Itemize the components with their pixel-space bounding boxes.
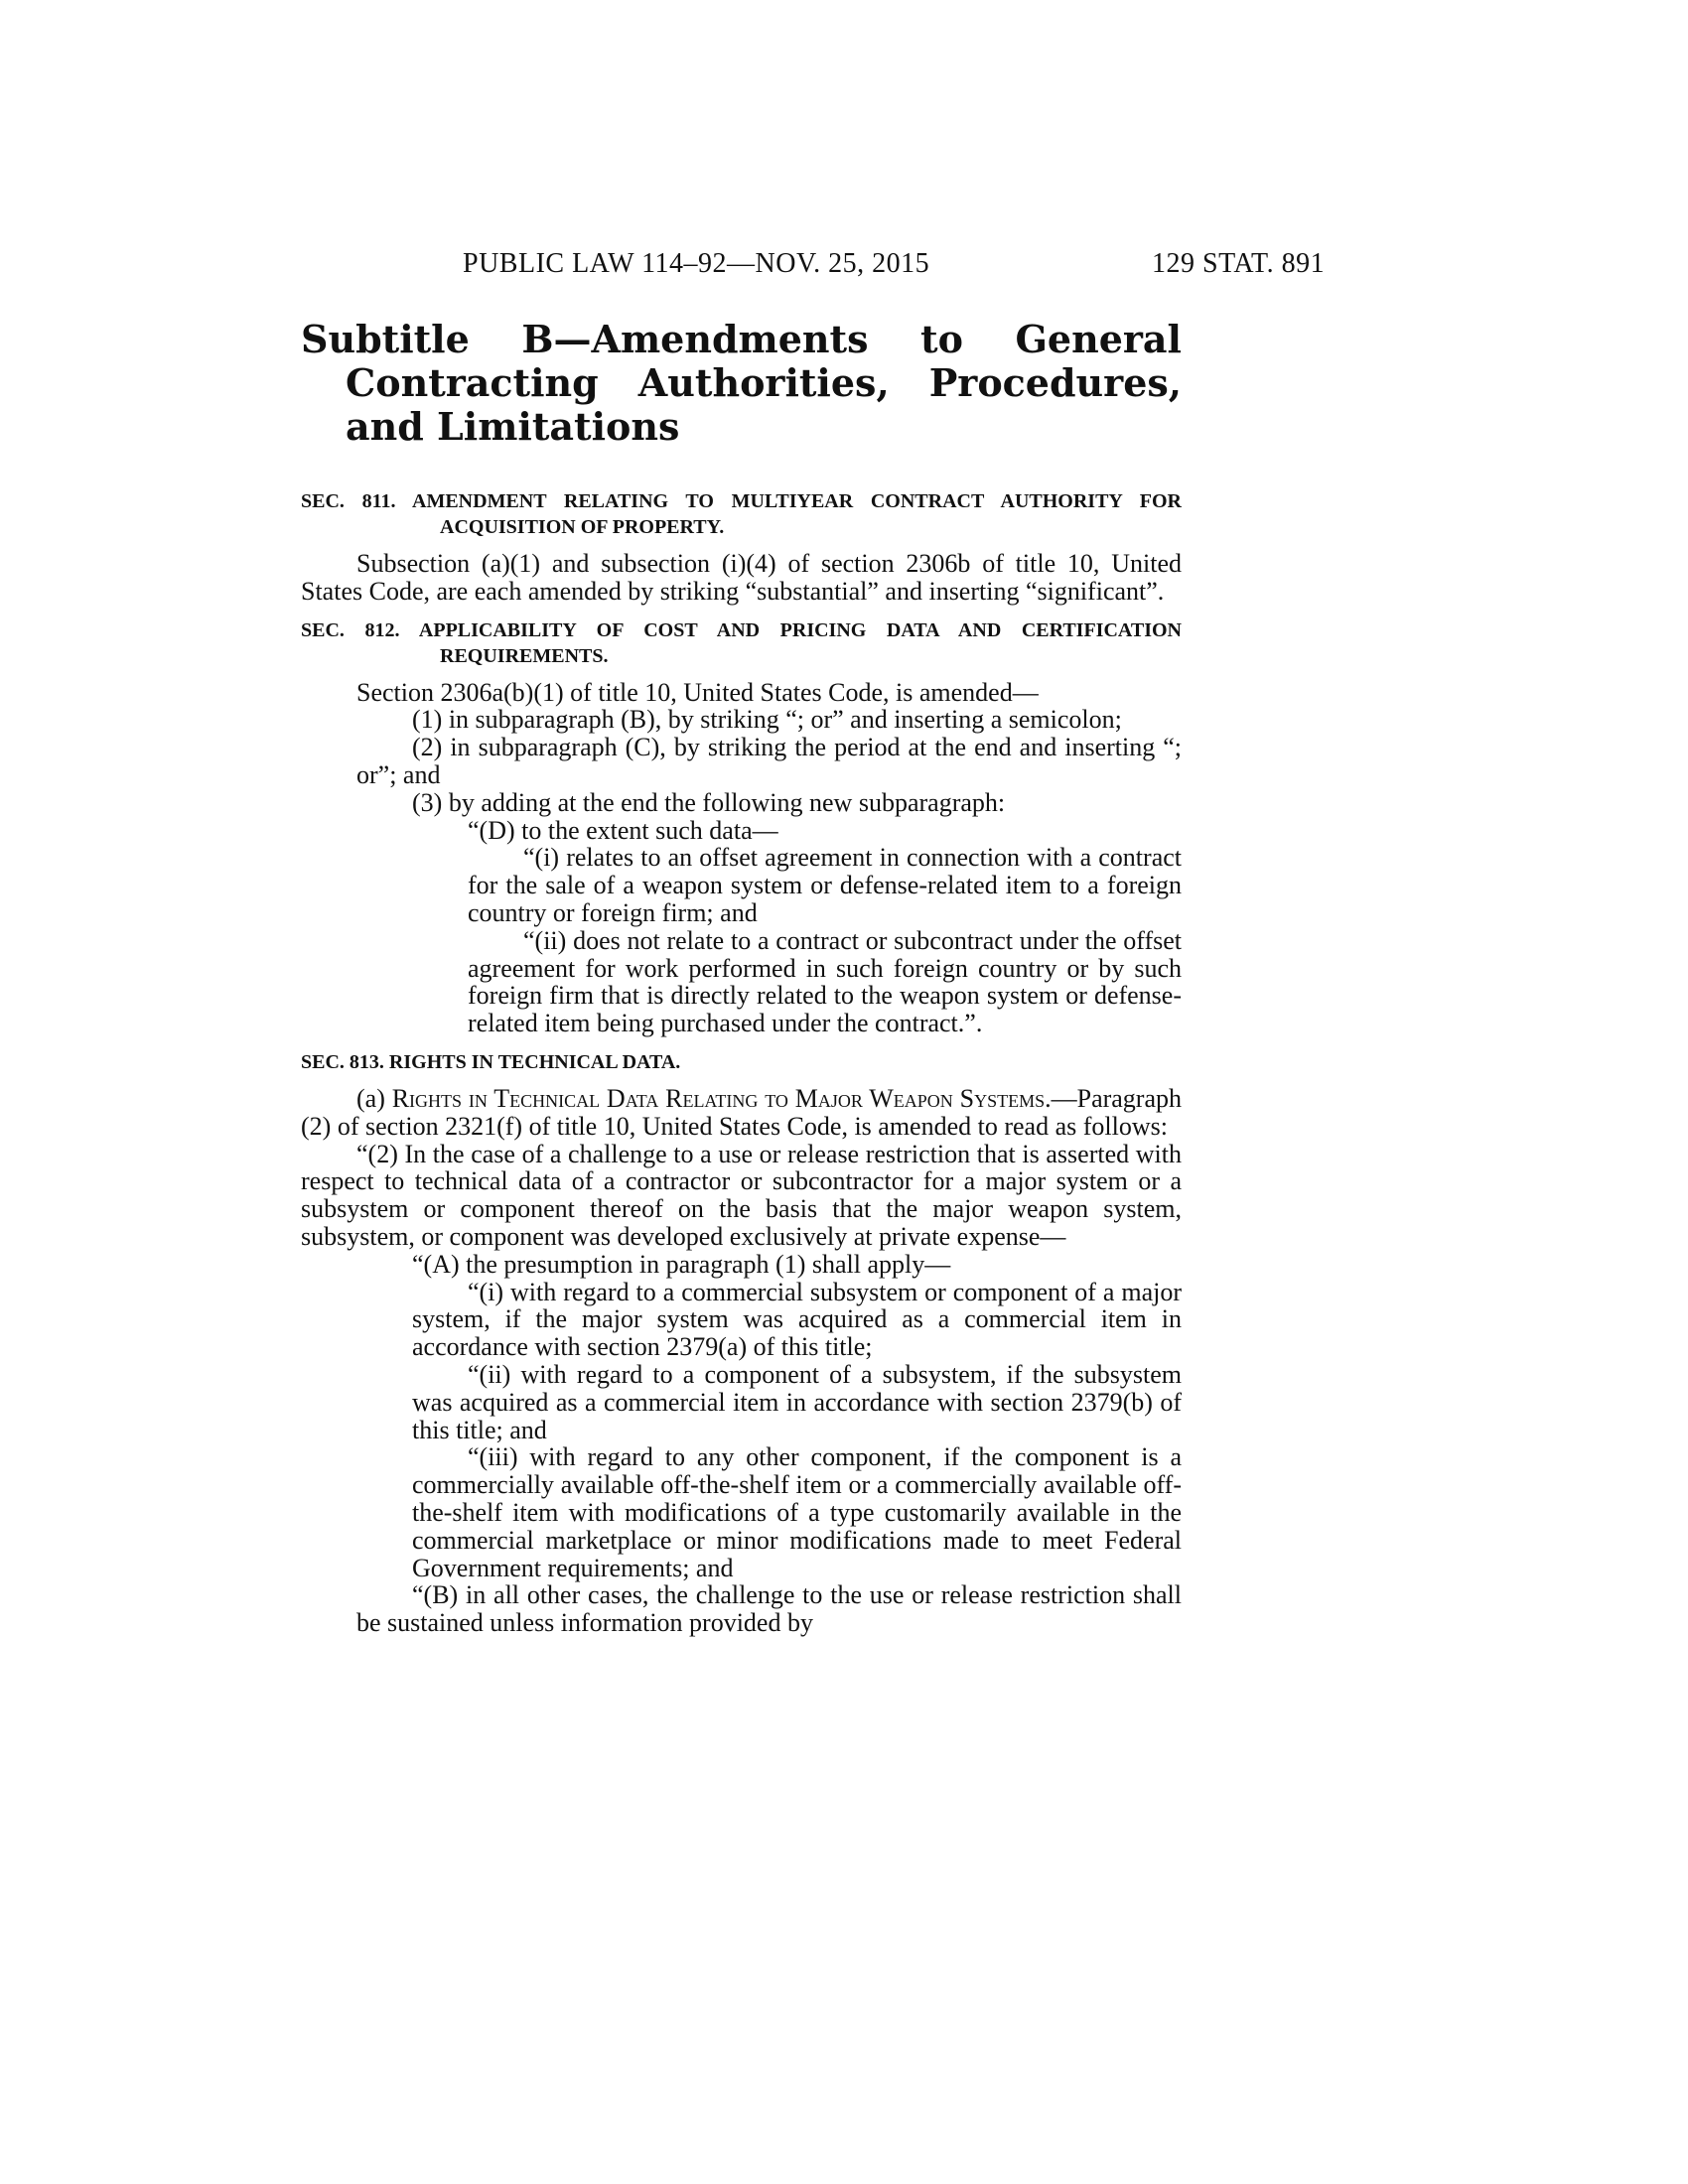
section-811-text: Subsection (a)(1) and subsection (i)(4) of section 2306b of title 10, United States Code, are each amended by striking “substantial” and inserting “significant”.	[301, 549, 1182, 606]
section-812-clause-i: “(i) relates to an offset agreement in connection with a contract for the sale of a weapon system or defense-related item to a foreign country or foreign firm; and	[468, 843, 1182, 927]
section-813-a-label: (a)	[356, 1083, 392, 1113]
section-812-heading: SEC. 812. APPLICABILITY OF COST AND PRICING DATA AND CERTIFICATION REQUIREMENTS.	[301, 618, 1182, 667]
section-813-a-text: —Paragraph (2) of section 2321(f) of title 10, United States Code, is amended to read as follows:	[301, 1083, 1183, 1141]
section-813-subparagraph-b: “(B) in all other cases, the challenge to the use or release restriction shall be sustained unless information provided by	[356, 1580, 1182, 1638]
section-812-intro: Section 2306a(b)(1) of title 10, United States Code, is amended—	[356, 677, 1039, 707]
section-813-clause-ii: “(ii) with regard to a component of a subsystem, if the subsystem was acquired as a commercial item in accordance with section 2379(b) of this title; and	[412, 1359, 1182, 1444]
section-812-subparagraph-d: “(D) to the extent such data—	[468, 815, 778, 845]
subtitle-heading: Subtitle B—Amendments to General Contracting Authorities, Procedures, and Limitations	[301, 317, 1182, 449]
running-header-law: PUBLIC LAW 114–92—NOV. 25, 2015	[463, 248, 930, 279]
section-813-clause-iii: “(iii) with regard to any other component, if the component is a commercially available off-the-shelf item or a commercially available off-the-shelf item with modifications of a type customarily available in the commercial marketplace or minor modifications made to meet Federal Government requirements; and	[412, 1442, 1182, 1582]
section-813-a-caption: Rights in Technical Data Relating to Major Weapon Systems.	[391, 1083, 1052, 1113]
section-813-subparagraph-a: “(A) the presumption in paragraph (1) shall apply—	[412, 1249, 951, 1279]
section-813-clause-i: “(i) with regard to a commercial subsystem or component of a major system, if the major system was acquired as a commercial item in accordance with section 2379(a) of this title;	[412, 1277, 1182, 1362]
section-812-paragraph-1: (1) in subparagraph (B), by striking “; or” and inserting a semicolon;	[412, 705, 1122, 735]
text-column	[301, 318, 1182, 1637]
section-812-paragraph-2: (2) in subparagraph (C), by striking the period at the end and inserting “; or”; and	[356, 733, 1182, 789]
section-813-heading: SEC. 813. RIGHTS IN TECHNICAL DATA.	[301, 1050, 681, 1073]
section-812-paragraph-3: (3) by adding at the end the following new subparagraph:	[412, 787, 1006, 817]
running-header-stat-page: 129 STAT. 891	[1152, 248, 1326, 279]
section-813-subsection-a	[301, 1085, 1182, 1141]
section-813-paragraph-2: “(2) In the case of a challenge to a use or release restriction that is asserted with respect to technical data of a contractor or subcontractor for a major system or a subsystem or component thereof on the basis that the major weapon system, subsystem, or component was developed exclusively at private expense—	[301, 1139, 1182, 1251]
section-811-heading: SEC. 811. AMENDMENT RELATING TO MULTIYEAR CONTRACT AUTHORITY FOR ACQUISITION OF PROPERTY.	[301, 490, 1182, 538]
section-812-clause-ii: “(ii) does not relate to a contract or subcontract under the offset agreement for work performed in such foreign country or by such foreign firm that is directly related to the weapon system or defense-related item being purchased under the contract.”.	[468, 925, 1182, 1038]
